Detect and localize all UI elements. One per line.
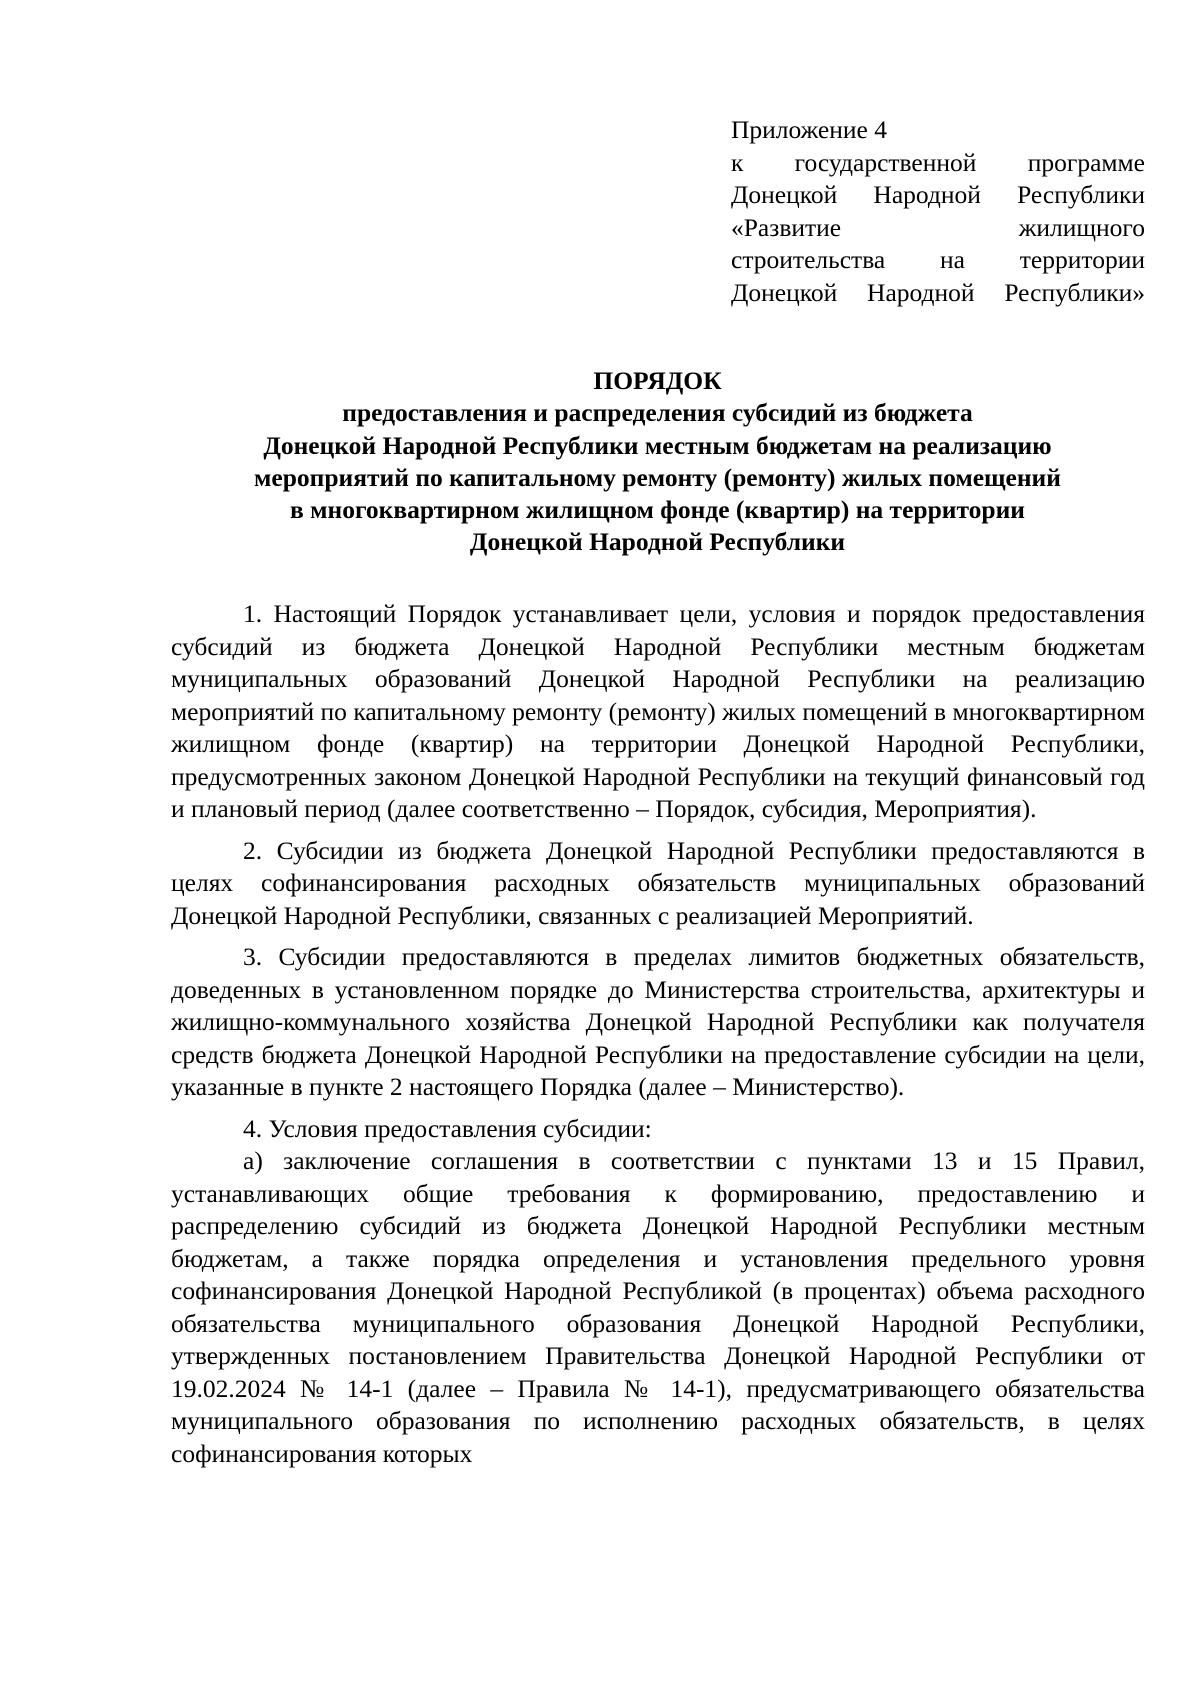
appendix-line-2: к государственной программе — [731, 147, 1145, 177]
paragraph-2: 2. Субсидии из бюджета Донецкой Народной Республики предоставляются в целях софинансирования расходных обязательств муниципальных образований Донецкой Народной Республики, связанных с реализацией Мероприятий. — [171, 835, 1145, 930]
appendix-line-5: строительства на территории — [731, 245, 1145, 274]
title-sub-line-5: Донецкой Народной Республики — [469, 527, 846, 557]
appendix-line-6: Донецкой Народной Республики» — [731, 277, 1145, 307]
title-sub-line-1: предоставления и распределения субсидий из бюджета — [342, 398, 973, 428]
paragraph-1: 1. Настоящий Порядок устанавливает цели, условия и порядок предоставления субсидий из бюджета Донецкой Народной Республики местным бюджетам муниципальных образований Донецкой Народной Республики на реализацию мероприятий по капитальному ремонту (ремонту) жилых помещений в многоквартирном жилищном фонде (квартир) на территории Донецкой Народной Республики, предусмотренных законом Донецкой Народной Республики на текущий финансовый год и плановый период (далее соответственно – Порядок, субсидия, Мероприятия). — [171, 599, 1145, 823]
document-title — [170, 365, 1145, 559]
title-sub-line-2: Донецкой Народной Республики местным бюджетам на реализацию — [263, 430, 1052, 460]
appendix-line-4: «Развитие жилищного — [731, 212, 1145, 242]
appendix-note — [731, 114, 1145, 309]
title-sub-line-3: мероприятий по капитальному ремонту (ремонту) жилых помещений — [254, 462, 1061, 492]
paragraph-4a: а) заключение соглашения в соответствии с пунктами 13 и 15 Правил, устанавливающих общие требования к формированию, предоставлению и распределению субсидий из бюджета Донецкой Народной Республики местным бюджетам, а также порядка определения и установления предельного уровня софинансирования Донецкой Народной Республикой (в процентах) объема расходного обязательства муниципального образования Донецкой Народной Республики, утвержденных постановлением Правительства Донецкой Народной Республики от 19.02.2024 № 14-1 (далее – Правила № 14-1), предусматривающего обязательства муниципального образования по исполнению расходных обязательств, в целях софинансирования которых — [171, 1146, 1145, 1468]
paragraph-4: 4. Условия предоставления субсидии: — [243, 1113, 652, 1143]
appendix-line-1: Приложение 4 — [731, 115, 887, 144]
title-main: ПОРЯДОК — [593, 366, 722, 395]
appendix-line-3: Донецкой Народной Республики — [731, 180, 1145, 209]
paragraph-3: 3. Субсидии предоставляются в пределах лимитов бюджетных обязательств, доведенных в установленном порядке до Министерства строительства, архитектуры и жилищно-коммунального хозяйства Донецкой Народной Республики как получателя средств бюджета Донецкой Народной Республики на предоставление субсидии на цели, указанные в пункте 2 настоящего Порядка (далее – Министерство). — [171, 942, 1145, 1101]
title-sub-line-4: в многоквартирном жилищном фонде (квартир) на территории — [290, 495, 1025, 525]
document-body — [171, 598, 1145, 1470]
